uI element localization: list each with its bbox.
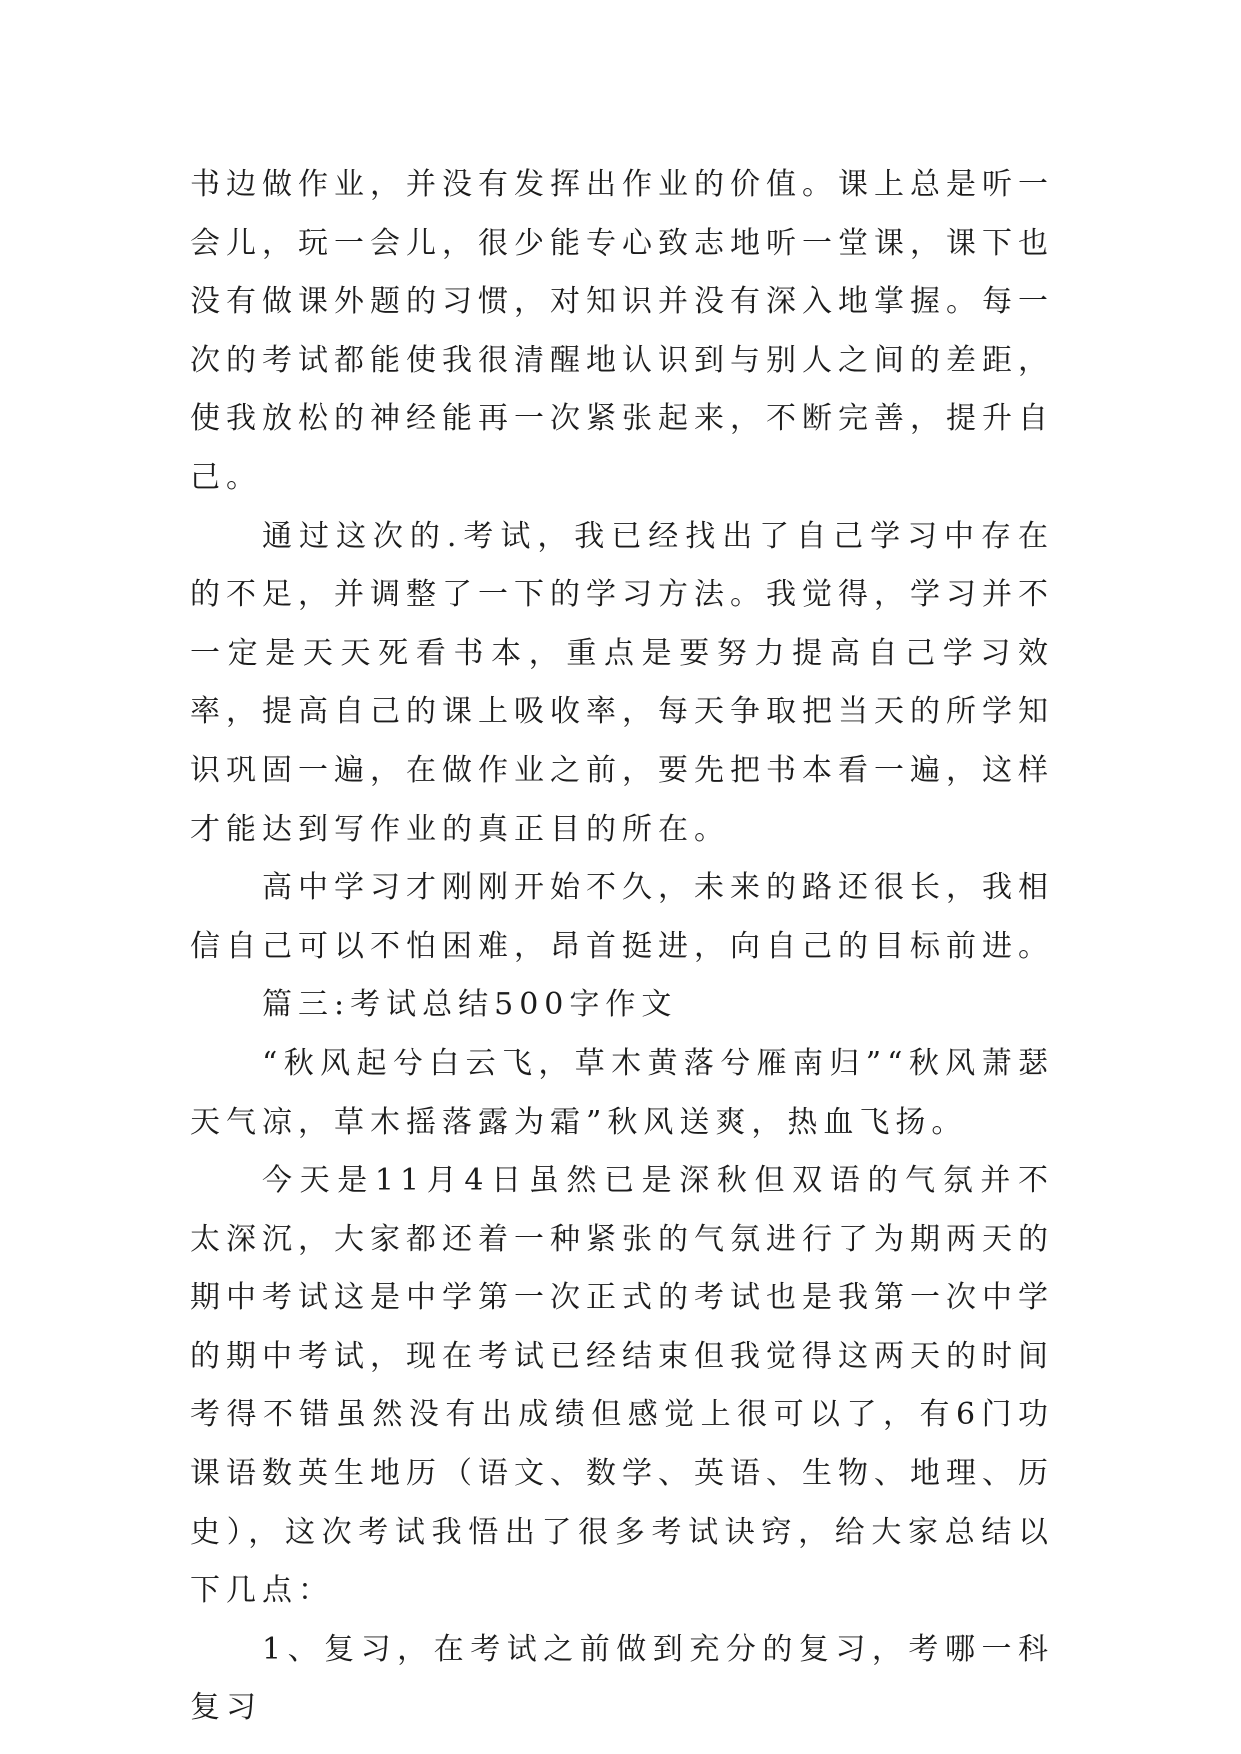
paragraph-continued: 书边做作业，并没有发挥出作业的价值。课上总是听一会儿，玩一会儿，很少能专心致志地听一堂课，课下也没有做课外题的习惯，对知识并没有深入地掌握。每一次的考试都能使我很清醒地认识到与别人之间的差距，使我放松的神经能再一次紧张起来，不断完善，提升自己。 — [190, 167, 1054, 495]
paragraph-future: 高中学习才刚刚开始不久，未来的路还很长，我相信自己可以不怕困难，昂首挺进，向自己的目标前进。 — [190, 870, 1054, 964]
paragraph-poem: “秋风起兮白云飞，草木黄落兮雁南归”“秋风萧瑟天气凉，草木摇落露为霜”秋风送爽，热血飞扬。 — [190, 1045, 1054, 1140]
list-item-review: 1、复习，在考试之前做到充分的复习，考哪一科复习 — [190, 1631, 1054, 1726]
document-page — [190, 156, 1054, 1738]
paragraph-exam-intro: 今天是11月4日虽然已是深秋但双语的气氛并不太深沉，大家都还着一种紧张的气氛进行了为期两天的期中考试这是中学第一次正式的考试也是我第一次中学的期中考试，现在考试已经结束但我觉得这两天的时间考得不错虽然没有出成绩但感觉上很可以了，有6门功课语数英生地历（语文、数学、英语、生物、地理、历史），这次考试我悟出了很多考试诀窍，给大家总结以下几点： — [190, 1163, 1054, 1609]
paragraph-study-method: 通过这次的.考试，我已经找出了自己学习中存在的不足，并调整了一下的学习方法。我觉得，学习并不一定是天天死看书本，重点是要努力提高自己学习效率，提高自己的课上吸收率，每天争取把当天的所学知识巩固一遍，在做作业之前，要先把书本看一遍，这样才能达到写作业的真正目的所在。 — [190, 518, 1054, 847]
section-heading: 篇三:考试总结500字作文 — [262, 987, 678, 1023]
